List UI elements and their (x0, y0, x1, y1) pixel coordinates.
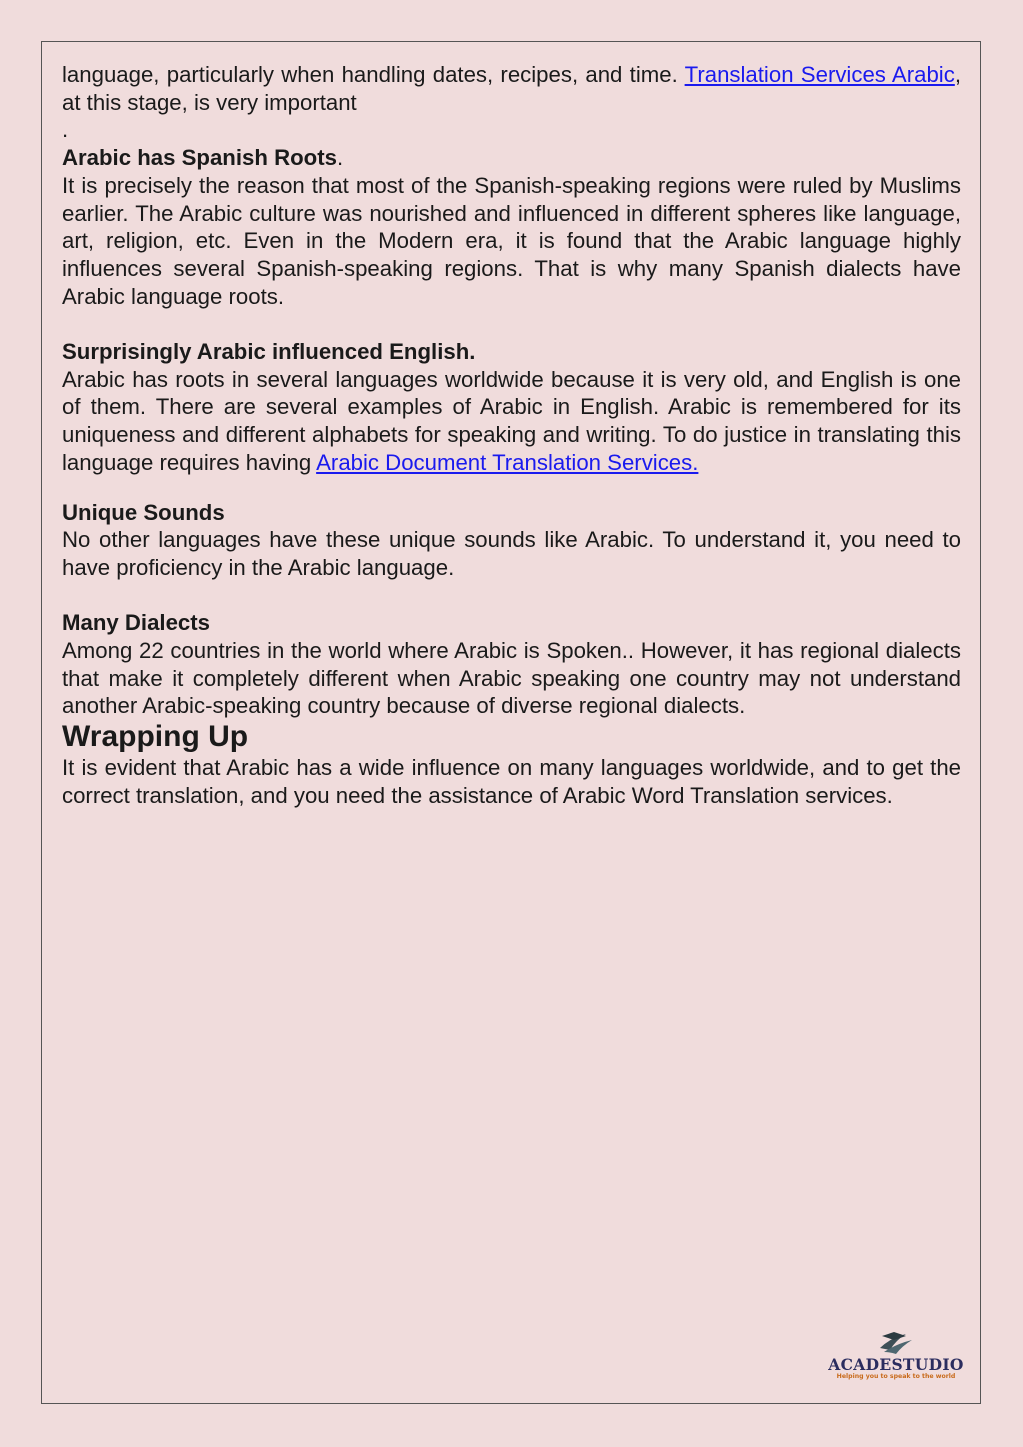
unique-sounds-body: No other languages have these unique sounds like Arabic. To understand it, you need to have proficiency in the Arabic language. (62, 527, 961, 580)
translation-services-arabic-link[interactable]: Translation Services Arabic (684, 62, 955, 87)
wrapping-up-body: It is evident that Arabic has a wide influence on many languages worldwide, and to get the correct translation, and you need the assistance of Arabic Word Translation services. (62, 755, 961, 808)
document-content (62, 61, 961, 810)
cap-and-swoosh-icon (876, 1330, 916, 1356)
many-dialects-body: Among 22 countries in the world where Arabic is Spoken.. However, it has regional dialects that make it completely different when Arabic speaking one country may not understand another Arabic-speaking country because of diverse regional dialects. (62, 638, 961, 719)
many-dialects-heading: Many Dialects (62, 610, 210, 636)
english-influence-body: Arabic has roots in several languages worldwide because it is very old, and English is one of them. There are several examples of Arabic in English. Arabic is remembered for its uniqueness and different alphabets for speaking and writing. To do justice in translating this language requires having Arabic Document Translation Services. (62, 366, 961, 475)
arabic-document-translation-link[interactable]: Arabic Document Translation Services. (316, 449, 699, 475)
intro-paragraph: language, particularly when handling dates, recipes, and time. Translation Services Arabic, at this stage, is very important (62, 62, 961, 115)
unique-sounds-heading: Unique Sounds (62, 499, 225, 525)
english-influence-heading: Surprisingly Arabic influenced English. (62, 339, 476, 365)
wrapping-up-heading: Wrapping Up (62, 720, 249, 754)
logo-name: ACADESTUDIO (828, 1355, 964, 1374)
stray-dot: . (62, 117, 69, 143)
spanish-roots-heading: Arabic has Spanish Roots. (62, 145, 344, 171)
logo-tagline: Helping you to speak to the world (836, 1373, 956, 1380)
acadestudio-logo (828, 1330, 964, 1390)
spanish-roots-body: It is precisely the reason that most of the Spanish-speaking regions were ruled by Muslims earlier. The Arabic culture was nourished and influenced in different spheres like language, art, religion, etc. Even in the Modern era, it is found that the Arabic language highly influences several Spanish-speaking regions. That is why many Spanish dialects have Arabic language roots. (62, 172, 961, 309)
